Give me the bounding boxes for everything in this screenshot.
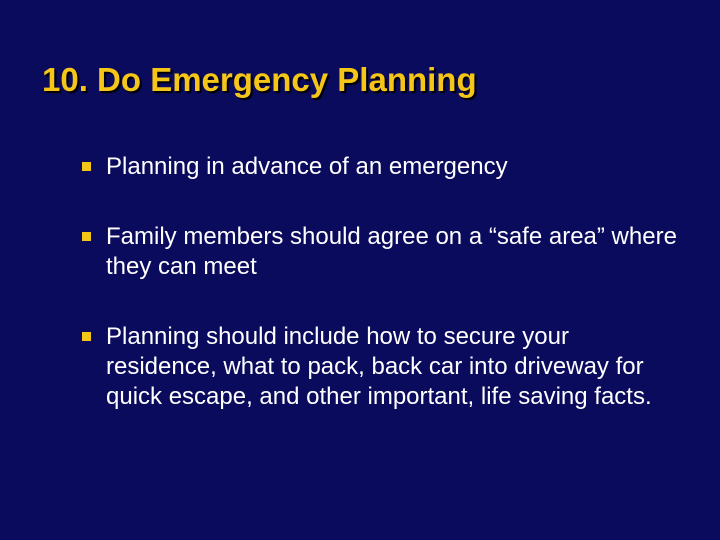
slide-title: 10. Do Emergency Planning	[42, 61, 477, 98]
bullet-text: Planning should include how to secure your residence, what to pack, back car into driveway for quick escape, and other important, life saving facts.	[106, 323, 652, 410]
bullet-text: Family members should agree on a “safe area” where they can meet	[106, 223, 677, 280]
bullet-list	[80, 152, 680, 452]
bullet-item	[80, 152, 680, 182]
bullet-text: Planning in advance of an emergency	[106, 153, 508, 180]
square-bullet-icon	[82, 162, 91, 171]
square-bullet-icon	[82, 332, 91, 341]
bullet-item	[80, 222, 680, 282]
square-bullet-icon	[82, 232, 91, 241]
bullet-item	[80, 322, 680, 412]
